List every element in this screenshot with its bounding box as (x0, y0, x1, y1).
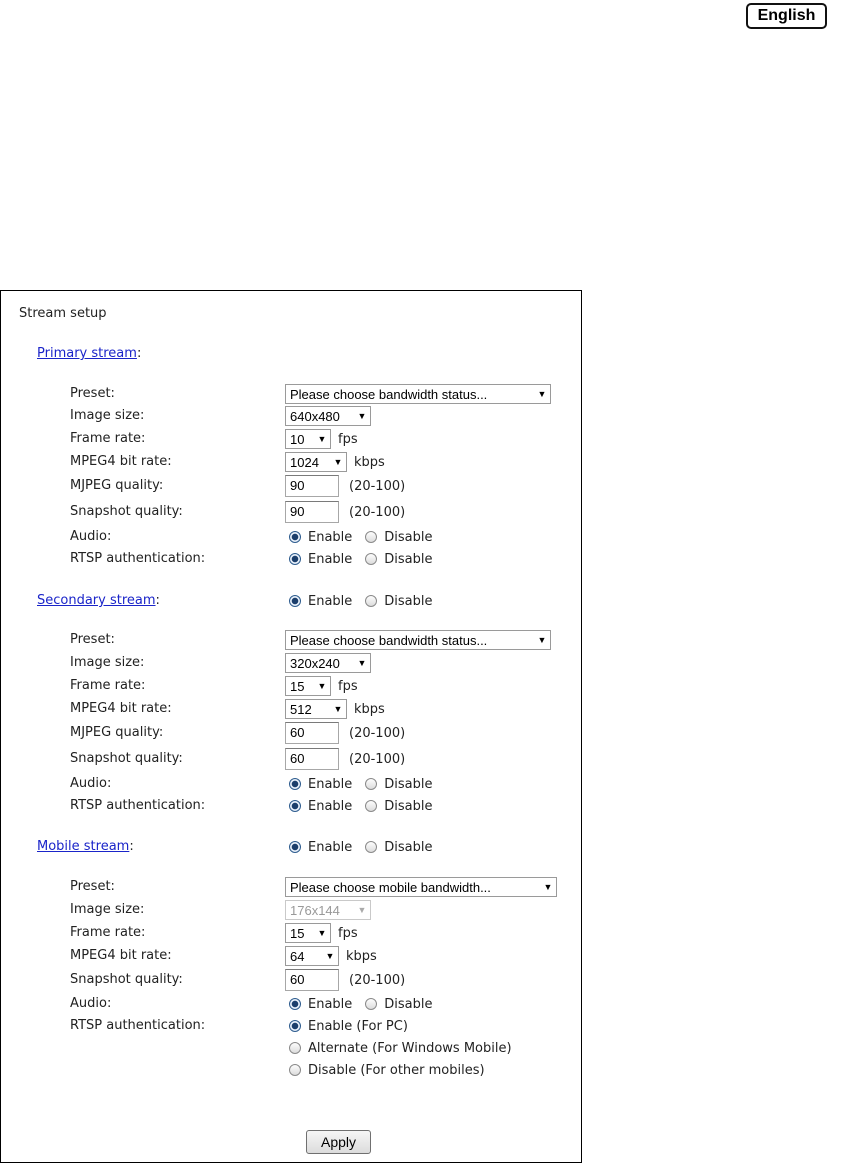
range-hint: (20-100) (349, 478, 406, 494)
primary-audio-disable-radio[interactable] (365, 531, 377, 543)
secondary-stream-link[interactable]: Secondary stream (37, 593, 156, 608)
chevron-down-icon: ▼ (333, 457, 343, 467)
mobile-enable-radio-group: Enable Disable (285, 836, 433, 858)
primary-bit-rate-select[interactable]: 1024 ▼ (285, 452, 347, 472)
range-hint: (20-100) (349, 504, 406, 520)
mobile-snapshot-quality-input[interactable]: 60 (285, 969, 339, 991)
secondary-audio-disable-radio[interactable] (365, 778, 377, 790)
mobile-frame-rate-label: Frame rate: (70, 925, 146, 940)
language-button[interactable]: English (746, 3, 827, 29)
secondary-rtsp-radio-group: Enable Disable (285, 795, 433, 817)
primary-stream-link[interactable]: Primary stream (37, 346, 137, 361)
primary-rtsp-label: RTSP authentication: (70, 551, 206, 566)
chevron-down-icon: ▼ (357, 411, 367, 421)
secondary-snapshot-quality-input[interactable]: 60 (285, 748, 339, 770)
mobile-audio-label: Audio: (70, 996, 112, 1011)
secondary-audio-enable-radio[interactable] (289, 778, 301, 790)
mobile-audio-disable-radio[interactable] (365, 998, 377, 1010)
primary-rtsp-disable-radio[interactable] (365, 553, 377, 565)
chevron-down-icon: ▼ (333, 704, 343, 714)
mobile-bit-rate-label: MPEG4 bit rate: (70, 948, 172, 963)
mobile-disable-radio[interactable] (365, 841, 377, 853)
secondary-bit-rate-select[interactable]: 512 ▼ (285, 699, 347, 719)
primary-audio-label: Audio: (70, 529, 112, 544)
primary-rtsp-enable-radio[interactable] (289, 553, 301, 565)
chevron-down-icon: ▼ (537, 635, 547, 645)
kbps-unit: kbps (346, 948, 377, 964)
primary-stream-heading: Primary stream: (37, 346, 142, 361)
kbps-unit: kbps (354, 701, 385, 717)
chevron-down-icon: ▼ (317, 434, 327, 444)
chevron-down-icon: ▼ (357, 658, 367, 668)
mobile-rtsp-windows-mobile-radio[interactable] (289, 1042, 301, 1054)
primary-image-size-label: Image size: (70, 408, 145, 423)
primary-bit-rate-label: MPEG4 bit rate: (70, 454, 172, 469)
chevron-down-icon: ▼ (317, 928, 327, 938)
mobile-rtsp-other-radio[interactable] (289, 1064, 301, 1076)
primary-frame-rate-select[interactable]: 10 ▼ (285, 429, 331, 449)
secondary-disable-radio[interactable] (365, 595, 377, 607)
chevron-down-icon: ▼ (537, 389, 547, 399)
mobile-image-size-select: 176x144 ▼ (285, 900, 371, 920)
mobile-audio-radio-group: Enable Disable (285, 993, 433, 1015)
kbps-unit: kbps (354, 454, 385, 470)
mobile-preset-select[interactable]: Please choose mobile bandwidth... ▼ (285, 877, 557, 897)
mobile-stream-heading: Mobile stream: (37, 839, 134, 854)
secondary-mjpeg-quality-label: MJPEG quality: (70, 725, 164, 740)
secondary-rtsp-disable-radio[interactable] (365, 800, 377, 812)
secondary-preset-select[interactable]: Please choose bandwidth status... ▼ (285, 630, 551, 650)
chevron-down-icon: ▼ (543, 882, 553, 892)
range-hint: (20-100) (349, 972, 406, 988)
secondary-audio-radio-group: Enable Disable (285, 773, 433, 795)
primary-frame-rate-label: Frame rate: (70, 431, 146, 446)
secondary-frame-rate-select[interactable]: 15 ▼ (285, 676, 331, 696)
mobile-enable-radio[interactable] (289, 841, 301, 853)
secondary-audio-label: Audio: (70, 776, 112, 791)
mobile-rtsp-option-windows-mobile: Alternate (For Windows Mobile) (285, 1037, 512, 1059)
secondary-enable-radio-group: Enable Disable (285, 590, 433, 612)
mobile-snapshot-quality-label: Snapshot quality: (70, 972, 183, 987)
fps-unit: fps (338, 678, 358, 694)
mobile-bit-rate-select[interactable]: 64 ▼ (285, 946, 339, 966)
stream-setup-panel (0, 290, 582, 1163)
primary-audio-radio-group: Enable Disable (285, 526, 433, 548)
primary-rtsp-radio-group: Enable Disable (285, 548, 433, 570)
mobile-frame-rate-select[interactable]: 15 ▼ (285, 923, 331, 943)
primary-audio-enable-radio[interactable] (289, 531, 301, 543)
primary-preset-select[interactable]: Please choose bandwidth status... ▼ (285, 384, 551, 404)
primary-mjpeg-quality-label: MJPEG quality: (70, 478, 164, 493)
secondary-rtsp-enable-radio[interactable] (289, 800, 301, 812)
mobile-rtsp-option-other: Disable (For other mobiles) (285, 1059, 485, 1081)
secondary-bit-rate-label: MPEG4 bit rate: (70, 701, 172, 716)
mobile-preset-label: Preset: (70, 879, 115, 894)
fps-unit: fps (338, 431, 358, 447)
secondary-preset-label: Preset: (70, 632, 115, 647)
secondary-stream-heading: Secondary stream: (37, 593, 160, 608)
mobile-image-size-label: Image size: (70, 902, 145, 917)
secondary-rtsp-label: RTSP authentication: (70, 798, 206, 813)
secondary-mjpeg-quality-input[interactable]: 60 (285, 722, 339, 744)
fps-unit: fps (338, 925, 358, 941)
chevron-down-icon: ▼ (317, 681, 327, 691)
primary-image-size-select[interactable]: 640x480 ▼ (285, 406, 371, 426)
secondary-image-size-select[interactable]: 320x240 ▼ (285, 653, 371, 673)
secondary-image-size-label: Image size: (70, 655, 145, 670)
panel-title: Stream setup (19, 306, 107, 321)
secondary-snapshot-quality-label: Snapshot quality: (70, 751, 183, 766)
chevron-down-icon: ▼ (357, 905, 367, 915)
primary-snapshot-quality-label: Snapshot quality: (70, 504, 183, 519)
chevron-down-icon: ▼ (325, 951, 335, 961)
primary-preset-label: Preset: (70, 386, 115, 401)
mobile-rtsp-label: RTSP authentication: (70, 1018, 206, 1033)
range-hint: (20-100) (349, 751, 406, 767)
secondary-frame-rate-label: Frame rate: (70, 678, 146, 693)
mobile-stream-link[interactable]: Mobile stream (37, 839, 130, 854)
primary-snapshot-quality-input[interactable]: 90 (285, 501, 339, 523)
range-hint: (20-100) (349, 725, 406, 741)
mobile-rtsp-option-pc: Enable (For PC) (285, 1015, 408, 1037)
secondary-enable-radio[interactable] (289, 595, 301, 607)
mobile-rtsp-pc-radio[interactable] (289, 1020, 301, 1032)
primary-mjpeg-quality-input[interactable]: 90 (285, 475, 339, 497)
mobile-audio-enable-radio[interactable] (289, 998, 301, 1010)
apply-button[interactable]: Apply (306, 1130, 371, 1154)
